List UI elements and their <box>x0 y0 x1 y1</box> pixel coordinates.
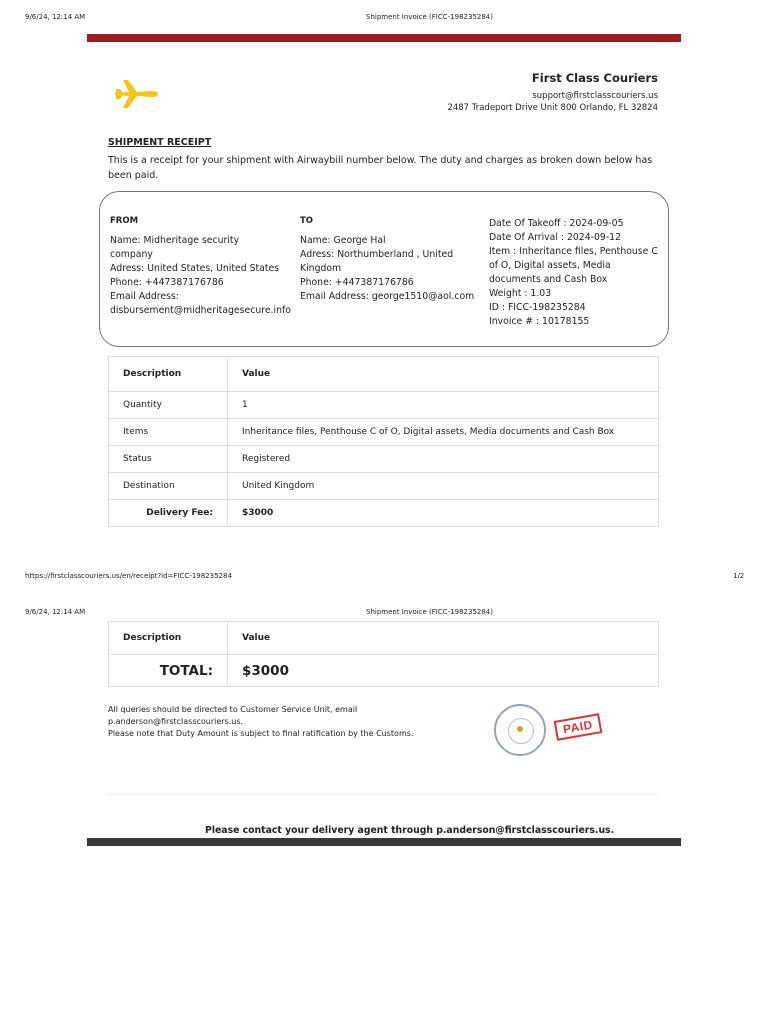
arrival-date: Date Of Arrival : 2024-09-12 <box>489 232 621 243</box>
row-value: Registered <box>228 446 659 473</box>
paid-stamp: PAID <box>554 713 603 741</box>
fee-value: $3000 <box>228 500 659 527</box>
table-header-row <box>109 357 659 392</box>
page-number: 1/2 <box>733 572 745 580</box>
item-line2: of O, Digital assets, Media <box>489 260 611 271</box>
receipt-heading: SHIPMENT RECEIPT <box>108 137 212 148</box>
header-description: Description <box>109 622 228 655</box>
to-email: Email Address: george1510@aol.com <box>300 291 475 302</box>
header-description: Description <box>109 357 228 392</box>
company-email[interactable]: support@firstclasscouriers.us <box>532 91 658 101</box>
from-heading: FROM <box>110 216 139 226</box>
row-label: Quantity <box>109 392 228 419</box>
row-value: Inheritance files, Penthouse C of O, Digital assets, Media documents and Cash Box <box>228 419 659 446</box>
from-name-line1: Name: Midheritage security <box>110 235 240 246</box>
divider <box>108 794 659 795</box>
item-line3: documents and Cash Box <box>489 274 608 285</box>
from-address: Adress: United States, United States <box>110 263 280 274</box>
notes-line1: All queries should be directed to Customer Service Unit, email <box>108 705 358 714</box>
notes <box>108 704 413 740</box>
print-datetime: 9/6/24, 12:14 AM <box>25 13 86 21</box>
table-row <box>109 419 659 446</box>
from-email-label: Email Address: <box>110 291 179 302</box>
footer-bar <box>87 838 681 846</box>
row-value: 1 <box>228 392 659 419</box>
takeoff-date: Date Of Takeoff : 2024-09-05 <box>489 218 624 229</box>
from-name-line2: company <box>110 249 153 260</box>
weight: Weight : 1.03 <box>489 288 552 299</box>
row-label: Items <box>109 419 228 446</box>
invoice-number: Invoice # : 10178155 <box>489 316 590 327</box>
notes-line3: Please note that Duty Amount is subject to final ratification by the Customs. <box>108 729 414 738</box>
from-email[interactable]: disbursement@midheritagesecure.info <box>110 305 291 316</box>
to-address-line2: Kingdom <box>300 263 342 274</box>
row-value: United Kingdom <box>228 473 659 500</box>
receipt-intro-line2: been paid. <box>108 170 159 181</box>
print-url: https://firstclasscouriers.us/en/receipt?id=FICC-198235284 <box>25 572 232 580</box>
fee-row <box>109 500 659 527</box>
to-phone: Phone: +447387176786 <box>300 277 414 288</box>
item-line1: Item : Inheritance files, Penthouse C <box>489 246 658 257</box>
row-label: Destination <box>109 473 228 500</box>
total-label: TOTAL: <box>109 655 228 687</box>
from-phone: Phone: +447387176786 <box>110 277 224 288</box>
to-address-line1: Adress: Northumberland , United <box>300 249 454 260</box>
company-name: First Class Couriers <box>531 71 658 85</box>
table-row <box>109 473 659 500</box>
charges-table <box>108 356 659 527</box>
seal-center-dot <box>517 726 523 732</box>
print-datetime-p2: 9/6/24, 12:14 AM <box>25 608 86 616</box>
airplane-icon <box>113 79 159 114</box>
company-seal <box>494 704 546 756</box>
header-value: Value <box>228 622 659 655</box>
header-accent-bar <box>87 34 681 42</box>
table-header-row <box>109 622 659 655</box>
to-name: Name: George Hal <box>300 235 386 246</box>
to-heading: TO <box>300 216 314 226</box>
header-value: Value <box>228 357 659 392</box>
footer-contact: Please contact your delivery agent through p.anderson@firstclasscouriers.us. <box>205 825 615 836</box>
shipment-id: ID : FICC-198235284 <box>489 302 586 313</box>
company-address: 2487 Tradeport Drive Unit 800 Orlando, FL 32824 <box>447 103 658 113</box>
fee-label: Delivery Fee: <box>109 500 228 527</box>
total-value: $3000 <box>228 655 659 687</box>
table-row <box>109 446 659 473</box>
row-label: Status <box>109 446 228 473</box>
total-table <box>108 621 659 687</box>
table-row <box>109 392 659 419</box>
print-title: Shipment Invoice (FICC-198235284) <box>366 13 493 21</box>
notes-line2: p.anderson@firstclasscouriers.us. <box>108 717 244 726</box>
print-title-p2: Shipment Invoice (FICC-198235284) <box>366 608 493 616</box>
total-row <box>109 655 659 687</box>
receipt-intro-line1: This is a receipt for your shipment with Airwaybill number below. The duty and charges as broken down below has <box>108 155 653 166</box>
